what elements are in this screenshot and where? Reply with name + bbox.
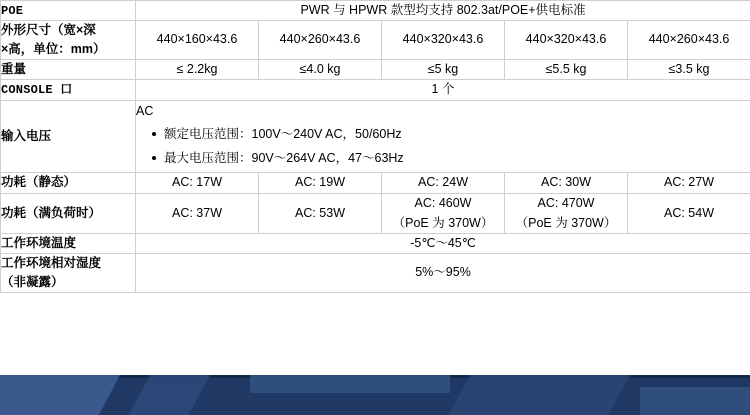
table-row bbox=[1, 21, 750, 60]
cell-weight-3: ≤5 kg bbox=[382, 59, 505, 79]
cell-dimensions-1: 440×160×43.6 bbox=[136, 21, 259, 60]
row-label-poe: POE bbox=[1, 1, 136, 21]
row-value-console: 1 个 bbox=[136, 80, 750, 100]
table-row bbox=[1, 80, 750, 100]
cell-power-full-5-value: AC: 54W bbox=[664, 205, 715, 220]
row-value-operating-humidity: 5%～95% bbox=[136, 254, 750, 293]
row-label-power-full: 功耗（满负荷时） bbox=[1, 193, 136, 233]
row-value-operating-temperature: -5℃～45℃ bbox=[136, 233, 750, 253]
cell-dimensions-2: 440×260×43.6 bbox=[259, 21, 382, 60]
input-voltage-heading: AC bbox=[136, 103, 154, 118]
row-label-operating-humidity-line1: 工作环境相对湿度 bbox=[1, 256, 102, 271]
cell-power-full-1 bbox=[136, 193, 259, 233]
cell-power-full-1-value: AC: 37W bbox=[171, 205, 222, 220]
row-label-console: CONSOLE 口 bbox=[1, 80, 136, 100]
row-label-dimensions-line2: ×高，单位：mm） bbox=[1, 42, 106, 57]
cell-dimensions-4: 440×320×43.6 bbox=[505, 21, 628, 60]
cell-power-full-3-sub: （PoE 为 370W） bbox=[392, 215, 494, 230]
footer-decorative-band bbox=[0, 375, 750, 415]
table-row bbox=[1, 233, 750, 253]
cell-power-full-2 bbox=[259, 193, 382, 233]
table-row bbox=[1, 193, 750, 233]
row-value-input-voltage bbox=[136, 100, 750, 173]
cell-power-full-4-value: AC: 470W bbox=[537, 195, 595, 210]
cell-weight-1: ≤ 2.2kg bbox=[136, 59, 259, 79]
cell-power-full-3 bbox=[382, 193, 505, 233]
cell-weight-2: ≤4.0 kg bbox=[259, 59, 382, 79]
list-item: 最大电压范围：90V～264V AC，47～63Hz bbox=[152, 148, 750, 169]
row-label-dimensions-line1: 外形尺寸（宽×深 bbox=[1, 23, 96, 38]
row-label-operating-humidity-line2: （非凝露） bbox=[1, 275, 64, 289]
cell-power-full-2-value: AC: 53W bbox=[294, 205, 345, 220]
cell-dimensions-5: 440×260×43.6 bbox=[628, 21, 750, 60]
row-label-input-voltage: 输入电压 bbox=[1, 100, 136, 173]
table-row bbox=[1, 59, 750, 79]
row-label-weight: 重量 bbox=[1, 59, 136, 79]
table-row bbox=[1, 100, 750, 173]
row-label-operating-temperature: 工作环境温度 bbox=[1, 233, 136, 253]
input-voltage-list bbox=[136, 124, 750, 170]
table-row bbox=[1, 173, 750, 193]
row-value-poe: PWR 与 HPWR 款型均支持 802.3at/POE+供电标准 bbox=[136, 1, 750, 21]
band-stripe bbox=[449, 375, 630, 415]
cell-power-full-3-value: AC: 460W bbox=[414, 195, 472, 210]
band-stripe bbox=[250, 375, 450, 393]
table-row bbox=[1, 254, 750, 293]
row-label-dimensions bbox=[1, 21, 136, 60]
cell-weight-4: ≤5.5 kg bbox=[505, 59, 628, 79]
cell-power-static-1: AC: 17W bbox=[136, 173, 259, 193]
cell-power-full-5 bbox=[628, 193, 750, 233]
cell-power-static-5: AC: 27W bbox=[628, 173, 750, 193]
cell-power-full-4 bbox=[505, 193, 628, 233]
cell-power-static-4: AC: 30W bbox=[505, 173, 628, 193]
cell-dimensions-3: 440×320×43.6 bbox=[382, 21, 505, 60]
band-stripe bbox=[129, 375, 210, 415]
band-stripe bbox=[640, 387, 750, 415]
spacer bbox=[0, 293, 750, 305]
row-label-operating-humidity bbox=[1, 254, 136, 293]
table-row bbox=[1, 1, 750, 21]
cell-power-full-4-sub: （PoE 为 370W） bbox=[515, 215, 617, 230]
cell-power-static-2: AC: 19W bbox=[259, 173, 382, 193]
list-item: 额定电压范围：100V～240V AC，50/60Hz bbox=[152, 124, 750, 145]
band-stripe bbox=[0, 375, 120, 415]
cell-power-static-3: AC: 24W bbox=[382, 173, 505, 193]
row-label-power-static: 功耗（静态） bbox=[1, 173, 136, 193]
cell-weight-5: ≤3.5 kg bbox=[628, 59, 750, 79]
